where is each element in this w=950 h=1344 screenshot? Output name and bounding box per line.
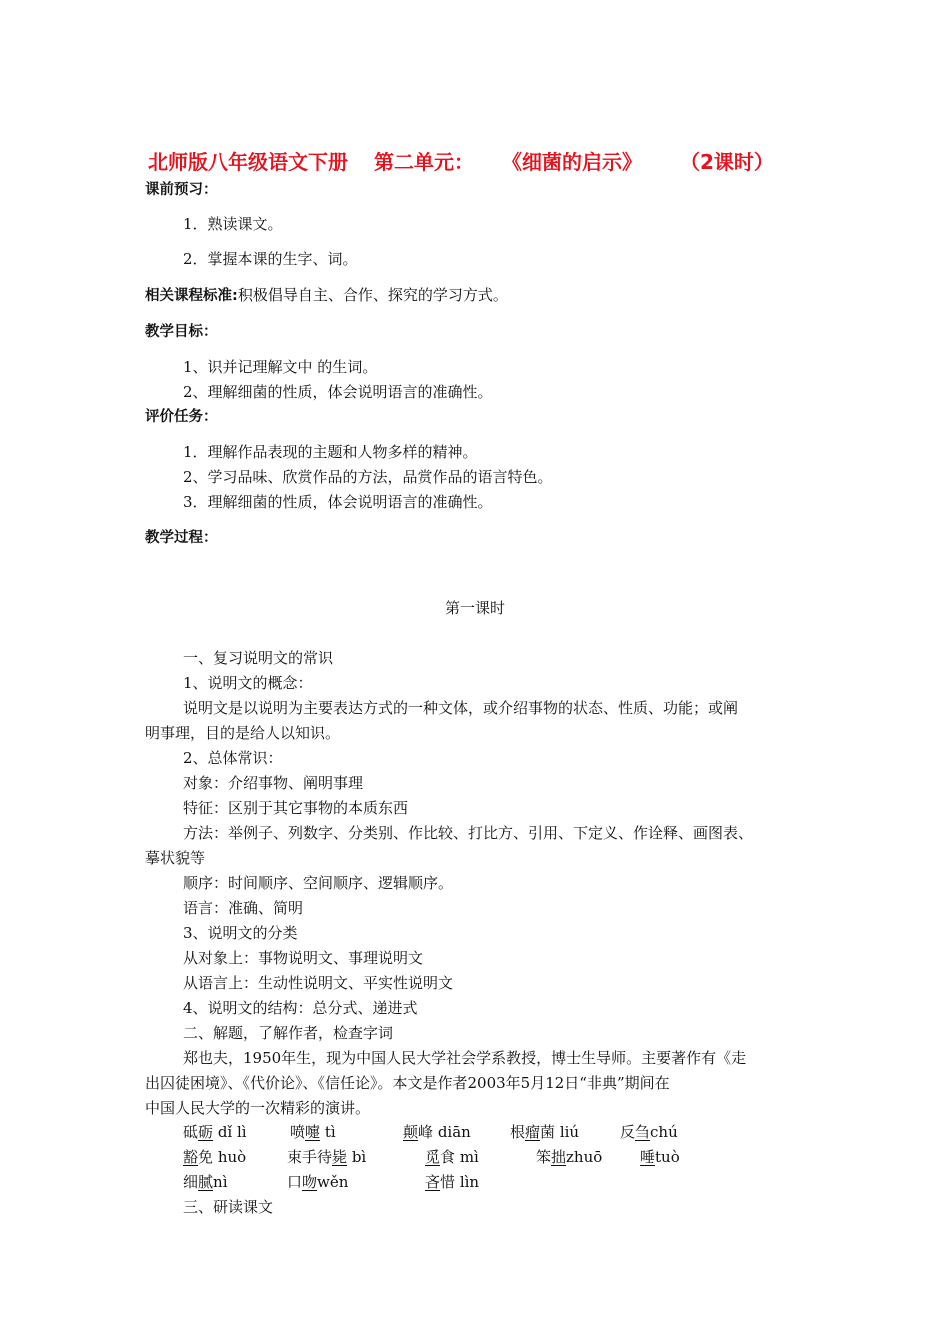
preview-item-1: 1．熟读课文。 <box>183 215 283 233</box>
section-2-heading: 二、解题，了解作者，检查字词 <box>183 1024 394 1042</box>
title-book: 北师版八年级语文下册 <box>148 150 348 174</box>
author-line-1: 郑也夫，1950年生，现为中国人民大学社会学系教授，博士生导师。主要著作有《走 <box>183 1049 747 1067</box>
vocab-row-3 <box>0 1172 950 1192</box>
structure-line: 4、说明文的结构：总分式、递进式 <box>183 999 418 1017</box>
object-line: 对象：介绍事物、阐明事理 <box>183 774 364 792</box>
vocab-item: 反刍chú <box>620 1123 678 1141</box>
document-title <box>148 150 774 174</box>
feature-line: 特征：区别于其它事物的本质东西 <box>183 799 409 817</box>
vocab-item: 吝惜 lìn <box>425 1173 480 1191</box>
tasks-item-2: 2、学习品味、欣赏作品的方法，品赏作品的语言特色。 <box>183 468 553 486</box>
vocab-row-2 <box>0 1147 950 1167</box>
vocab-item: 根瘤菌 liú <box>510 1123 580 1141</box>
concept-heading: 1、说明文的概念： <box>183 674 313 692</box>
vocab-item: 颠峰 diān <box>403 1123 471 1141</box>
tasks-item-1: 1．理解作品表现的主题和人物多样的精神。 <box>183 443 478 461</box>
classification-object: 从对象上：事物说明文、事理说明文 <box>183 949 424 967</box>
order-line: 顺序：时间顺序、空间顺序、逻辑顺序。 <box>183 874 454 892</box>
concept-line-1: 说明文是以说明为主要表达方式的一种文体，或介绍事物的状态、性质、功能；或阐 <box>183 699 739 717</box>
goals-item-2: 2、理解细菌的性质，体会说明语言的准确性。 <box>183 383 493 401</box>
vocab-item: 口吻wěn <box>287 1173 349 1191</box>
vocab-item: 笨拙zhuō <box>536 1148 603 1166</box>
tasks-heading: 评价任务： <box>145 409 218 425</box>
vocab-item: 唾tuò <box>640 1148 680 1166</box>
vocab-item: 觅食 mì <box>425 1148 479 1166</box>
standard-heading: 相关课程标准: <box>145 288 238 304</box>
goals-item-1: 1、识并记理解文中 的生词。 <box>183 358 378 376</box>
preview-heading: 课前预习： <box>145 182 218 198</box>
author-line-3: 中国人民大学的一次精彩的演讲。 <box>145 1099 371 1117</box>
method-line-2: 摹状貌等 <box>145 849 206 867</box>
vocab-item: 豁免 huò <box>183 1148 247 1166</box>
general-heading: 2、总体常识： <box>183 749 283 767</box>
standard-line <box>145 285 508 306</box>
standard-text: 积极倡导自主、合作、探究的学习方式。 <box>237 286 508 304</box>
title-lesson: 《细菌的启示》 <box>502 150 642 174</box>
vocab-item: 细腻nì <box>183 1173 228 1191</box>
classification-heading: 3、说明文的分类 <box>183 924 298 942</box>
section-3-heading: 三、研读课文 <box>183 1198 274 1216</box>
process-heading: 教学过程： <box>145 530 218 546</box>
vocab-item: 砥砺 dǐ lì <box>183 1123 247 1141</box>
title-unit: 第二单元： <box>374 150 474 174</box>
vocab-item: 喷嚏 tì <box>290 1123 336 1141</box>
concept-line-2: 明事理，目的是给人以知识。 <box>145 724 341 742</box>
section-1-heading: 一、复习说明文的常识 <box>183 649 334 667</box>
author-line-2: 出囚徒困境》、《代价论》、《信任论》。本文是作者2003年5月12日“非典”期间在 <box>145 1074 670 1092</box>
classification-language: 从语言上：生动性说明文、平实性说明文 <box>183 974 454 992</box>
vocab-item: 束手待毙 bì <box>287 1148 367 1166</box>
preview-item-2: 2．掌握本课的生字、词。 <box>183 250 358 268</box>
goals-heading: 教学目标： <box>145 324 218 340</box>
title-periods: （2课时） <box>680 150 774 174</box>
method-line-1: 方法：举例子、列数字、分类别、作比较、打比方、引用、下定义、作诠释、画图表、 <box>183 824 754 842</box>
tasks-item-3: 3．理解细菌的性质，体会说明语言的准确性。 <box>183 493 493 511</box>
lesson-heading: 第一课时 <box>444 599 505 617</box>
language-line: 语言：准确、简明 <box>183 899 304 917</box>
vocab-row-1 <box>0 1122 950 1142</box>
